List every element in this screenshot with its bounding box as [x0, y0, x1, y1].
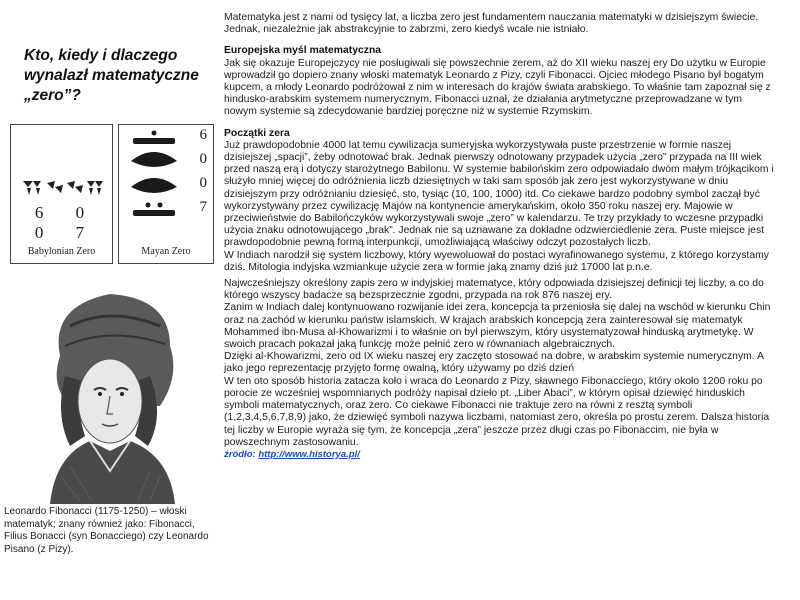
origins-paragraph-6: W ten oto sposób historia zatacza koło i wraca do Leonardo z Pizy, sławnego Fibonacciego, który około 1200 roku po porocie ze wcześniej wspomnianych podróży napisał dzieło pt. „Liber Abaci”, w którym opisał dziewięć hinduskich symboli matematycznych, oraz zero. Co ciekawe Fibonacci nie traktuje zero na równi z resztą symboli (1,2,3,4,5,6,7,8,9) jako, że dziewięć symboli nazywa liczbami, natomiast zero, określa po prostu zerem. Dalsza historia tej liczby w Europie wyraża się tym, że koncepcja „zera” jeszcze przez długi czas po Fibonaccim, nie była w powszechnym zastosowaniu.: [224, 375, 770, 448]
mayan-digit-0: 0: [199, 151, 207, 167]
origins-paragraph-3: Najwcześniejszy określony zapis zero w indyjskiej matematyce, który odpowiada dzisiejszej definicji tej liczby, a co do którego wszyscy badacze są bezsprzecznie zgodni, przypada na rok 876 naszej ery.: [224, 278, 764, 302]
babylonian-caption: Babylonian Zero: [27, 246, 96, 257]
babylonian-zero-figure: [10, 124, 113, 264]
article-body: [224, 12, 776, 461]
section-heading-origins: Początki zera: [224, 127, 290, 139]
origins-paragraph-4: Zanim w Indiach dalej kontynuowano rozwijanie idei zera, koncepcja ta przeniosła się dalej na wschód w kierunku Chin oraz na zachód w kierunku państw islamskich. W krajach arabskich koncepcją zera zainteresował się matematyk Mohammed ibn-Musa al-Khowarizmi i to właśnie on był pierwszym, który usystematyzował hinduską arytmetykę. W swoich pracach pokazał jaką funkcję może pełnić zero w równaniach algebraicznych.: [224, 302, 771, 351]
babylonian-digits: 6 0 0 7: [34, 203, 99, 242]
portrait-caption: Leonardo Fibonacci (1175-1250) – włoski matematyk; znany również jako: Fibonacci, Filius Bonacci (syn Bonacciego) czy Leonardo Pisano (z Pizy).: [4, 506, 209, 555]
mayan-digit-0: 0: [199, 175, 207, 191]
source-link[interactable]: http://www.historya.pl/: [258, 448, 360, 460]
origins-paragraph-2: W Indiach narodził się system liczbowy, który wyewoluował do postaci wyrafinowanego systemu, z którego korzystamy dziś. Mitologia indyjska wzmiankuje użycie zera w formie jaką znamy dziś już 17000 lat p.n.e.: [224, 249, 769, 273]
left-column: [0, 0, 222, 600]
fibonacci-portrait-icon: [10, 286, 210, 504]
intro-paragraph: Matematyka jest z nami od tysięcy lat, a liczba zero jest fundamentem nauczania matematyki w dzisiejszym świecie. Jednak, niezależnie jak abstrakcyjnie to zabrzmi, zero kiedyś wcale nie istniało.: [224, 12, 759, 36]
section-heading-european: Europejska myśl matematyczna: [224, 45, 382, 57]
source-label: źródło:: [224, 448, 256, 460]
origins-paragraph-1: Już prawdopodobnie 4000 lat temu cywilizacja sumeryjska wykorzystywała puste przestrzenie w formie naszej dzisiejszej „spacji”, żeby odnotować brak. Jednak pierwszy odnotowany przypadek użycia „zero” przypada na III wiek przed naszą erą i dotyczy starożytnego Babilonu. W systemie babilońskim zero odpowiadało dwóm małym trójkącikom i służyło mniej więcej do odróżnienia liczb dziesiętnych w taki sam sposób jak zero jest wykorzystywane w dniu dzisiejszym przy odróżnianiu dziesięć, sto, tysiąc (10, 100, 1000) itd. Co ciekawe bardzo podobny symbol zaczął być wykorzystywany przez cywilizację Majów na kontynencie amerykańskim, około 350 roku naszej ery. Majowie w przeciwieństwie do Babilończyków wykorzystywali swoje „zero” w kalendarzu. Te trzy przykłady to wczesne przypadki użycia znaku odnotowującego „brak”. Jednak nie są uznawane za dokładne odzwierciedlenie zera. Puste miejsce jest prawdopodobnie pewną formą interpunkcji, umożliwiającą właściwy odczyt pozostałych liczb.: [224, 139, 774, 249]
mayan-zero-figure: [118, 124, 214, 264]
source-line: [224, 449, 776, 461]
page-title: Kto, kiedy i dlaczego wynalazł matematyczne „zero”?: [24, 47, 199, 104]
origins-paragraph-5: Dzięki al-Khowarizmi, zero od IX wieku naszej ery zaczęto stosować na dobre, w arabskim systemie numerycznym. A jako jego reprezentację przyjęto formę owalną, który używamy po dziś dzień: [224, 351, 764, 375]
mayan-numerals-icon: [121, 129, 191, 229]
section-european-text: Jak się okazuje Europejczycy nie posługiwali się powszechnie zerem, aż do XII wieku naszej ery Do użytku w Europie wprowadził go dopiero znany włoski matematyk Leonardo z Pizy, czyli Fibonacci. Ojciec młodego Pisano był bogatym kupcem, a młody Leonardo podróżował z nim w interesach do krajów świata arabskiego. To właśnie tam zapoznał się z hindusko-arabskim systemem numerycznym. Fibonacci uznał, że działania arytmetyczne przeprowadzane w tym nowym systemie są zdecydowanie bardziej poręczne niż w systemie Rzymskim.: [224, 57, 771, 118]
mayan-digit-6: 6: [199, 127, 207, 143]
mayan-caption: Mayan Zero: [141, 246, 191, 257]
mayan-digit-7: 7: [199, 199, 207, 215]
babylonian-cuneiform-icon: [11, 125, 112, 205]
